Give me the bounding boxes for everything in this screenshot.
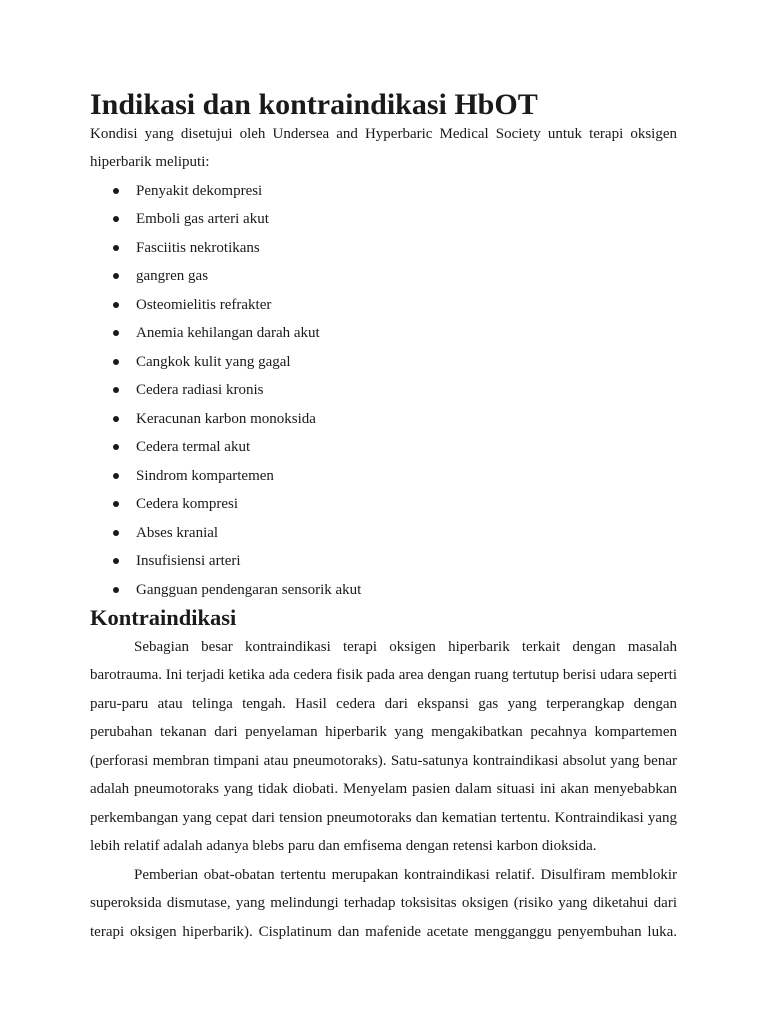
bullet-icon [113, 473, 119, 479]
contraindication-paragraph-2: Pemberian obat-obatan tertentu merupakan kontraindikasi relatif. Disulfiram memblokir superoksida dismutase, yang melindungi terhadap toksisitas oksigen (risiko yang diketahui dari terapi oksigen hiperbarik). Cisplatinum dan mafenide acetate mengganggu penyembuhan luka. [90, 866, 677, 940]
bullet-icon [113, 330, 119, 336]
list-item-text: Cedera termal akut [136, 439, 251, 455]
list-item [90, 547, 677, 576]
list-item-text: Keracunan karbon monoksida [136, 410, 316, 427]
list-item [90, 433, 677, 462]
section-title-indications: Indikasi dan kontraindikasi HbOT [90, 88, 538, 121]
bullet-icon [113, 359, 119, 365]
list-item [90, 234, 677, 263]
list-item-text: Fasciitis nekrotikans [136, 239, 260, 256]
list-item [90, 348, 677, 377]
list-item [90, 262, 677, 291]
list-item-text: Cedera radiasi kronis [136, 382, 264, 398]
list-item-text: Gangguan pendengaran sensorik akut [136, 581, 362, 598]
section-title-contraindications: Kontraindikasi [90, 605, 237, 630]
contraindication-paragraph-1: Sebagian besar kontraindikasi terapi oksigen hiperbarik terkait dengan masalah barotrauma. Ini terjadi ketika ada cedera fisik pada area dengan ruang tertutup berisi udara seperti paru-paru atau telinga tengah. Hasil cedera dari ekspansi gas yang terperangkap dengan perubahan tekanan dari penyelaman hiperbarik yang mengakibatkan pecahnya kompartemen (perforasi membran timpani atau pneumotoraks). Satu-satunya kontraindikasi absolut yang benar adalah pneumotoraks yang tidak diobati. Menyelam pasien dalam situasi ini akan menyebabkan perkembangan yang cepat dari tension pneumotoraks dan kematian tertentu. Kontraindikasi yang lebih relatif adalah adanya blebs paru dan emfisema dengan retensi karbon dioksida. [90, 638, 677, 854]
list-item-text: Anemia kehilangan darah akut [136, 325, 320, 341]
list-item-text: Abses kranial [136, 524, 219, 541]
bullet-icon [113, 530, 119, 536]
bullet-icon [113, 302, 119, 308]
intro-paragraph: Kondisi yang disetujui oleh Undersea and Hyperbaric Medical Society untuk terapi oksigen hiperbarik meliputi: [90, 125, 677, 170]
indication-list [90, 177, 677, 605]
list-item [90, 519, 677, 548]
list-item [90, 405, 677, 434]
list-item-text: Cedera kompresi [136, 496, 239, 512]
bullet-icon [113, 387, 119, 393]
list-item-text: Insufisiensi arteri [136, 553, 241, 569]
bullet-icon [113, 587, 119, 593]
bullet-icon [113, 188, 119, 194]
list-item-text: Emboli gas arteri akut [136, 211, 269, 227]
list-item [90, 291, 677, 320]
list-item-text: Sindrom kompartemen [136, 467, 274, 484]
list-item [90, 205, 677, 234]
bullet-icon [113, 245, 119, 251]
list-item [90, 462, 677, 491]
bullet-icon [113, 216, 119, 222]
bullet-icon [113, 273, 119, 279]
list-item [90, 376, 677, 405]
bullet-icon [113, 501, 119, 507]
list-item [90, 177, 677, 206]
list-item-text: Cangkok kulit yang gagal [136, 353, 291, 370]
list-item [90, 576, 677, 605]
list-item-text: gangren gas [136, 268, 209, 284]
list-item [90, 490, 677, 519]
list-item-text: Osteomielitis refrakter [136, 296, 272, 313]
bullet-icon [113, 444, 119, 450]
bullet-icon [113, 416, 119, 422]
list-item-text: Penyakit dekompresi [136, 182, 263, 199]
document-page [90, 88, 677, 946]
list-item [90, 319, 677, 348]
bullet-icon [113, 558, 119, 564]
